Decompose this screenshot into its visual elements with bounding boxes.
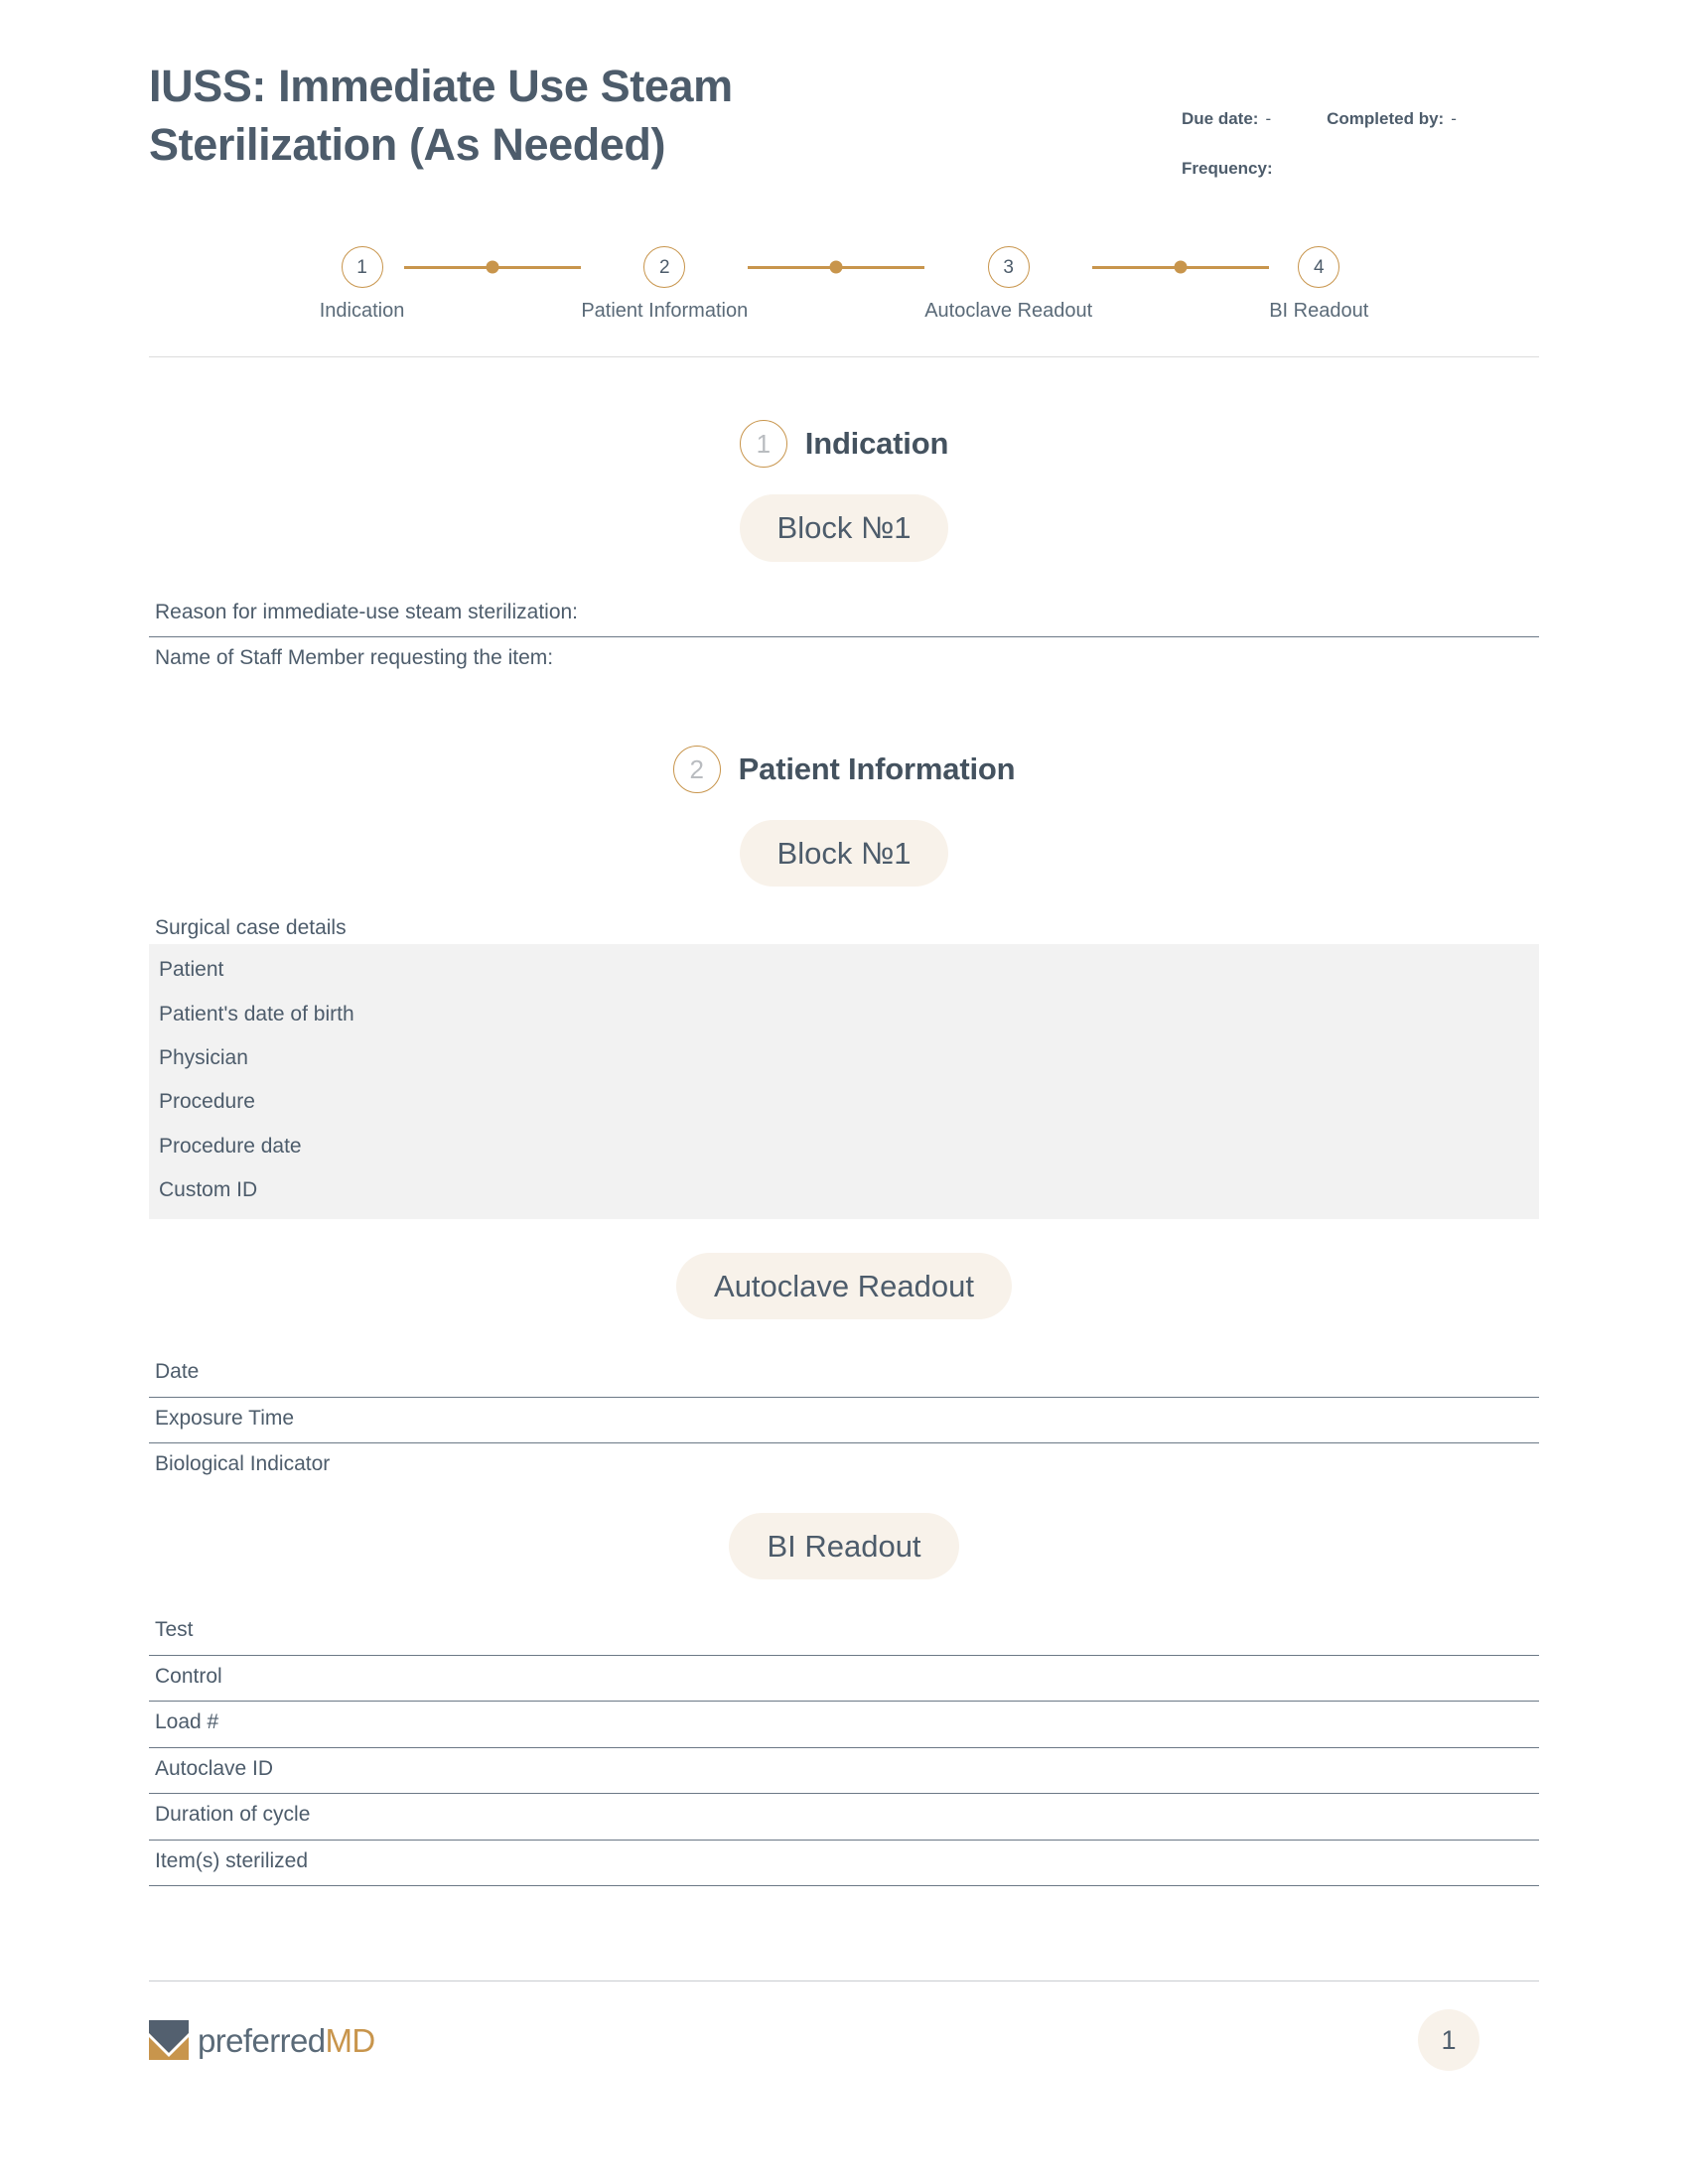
stepper-step-label: BI Readout — [1269, 300, 1369, 322]
stepper-step-indication[interactable] — [320, 246, 405, 323]
autoclave-readout-pill: Autoclave Readout — [676, 1253, 1012, 1320]
header-meta-row-primary — [1182, 109, 1539, 129]
bi-readout-pill: BI Readout — [729, 1513, 958, 1580]
field-row[interactable]: Exposure Time — [149, 1398, 1539, 1443]
connector-dot-icon — [830, 261, 843, 274]
due-date-label: Due date: — [1182, 109, 1259, 128]
table-row[interactable]: Procedure — [159, 1090, 255, 1114]
section-number-badge: 2 — [673, 746, 721, 793]
logo-wordmark — [198, 2021, 375, 2059]
field-row[interactable]: Load # — [149, 1702, 1539, 1747]
field-row[interactable]: Date — [149, 1351, 1539, 1397]
header-divider — [149, 356, 1539, 357]
stepper-step-number: 1 — [342, 246, 383, 288]
preferredmd-logo — [149, 2020, 375, 2060]
connector-dot-icon — [487, 261, 499, 274]
field-row[interactable]: Duration of cycle — [149, 1794, 1539, 1840]
completed-by-label: Completed by: — [1327, 109, 1445, 128]
progress-stepper — [320, 246, 1369, 323]
stepper-step-autoclave-readout[interactable] — [924, 246, 1092, 323]
block-pill: Block №1 — [740, 494, 949, 562]
stepper-step-number: 4 — [1298, 246, 1339, 288]
logo-text-accent: MD — [325, 2021, 375, 2059]
stepper-connector-2 — [748, 246, 924, 288]
section-heading-patient-information — [149, 746, 1539, 793]
header-metadata — [1162, 58, 1539, 208]
field-row[interactable]: Name of Staff Member requesting the item: — [155, 646, 554, 670]
field-row[interactable]: Test — [149, 1609, 1539, 1655]
autoclave-readout-pill-container — [149, 1253, 1539, 1320]
surgical-case-table — [149, 944, 1539, 1219]
table-row[interactable]: Patient — [159, 958, 224, 982]
field-row[interactable]: Autoclave ID — [149, 1748, 1539, 1794]
frequency-group — [1182, 159, 1280, 179]
table-row[interactable]: Patient's date of birth — [159, 1002, 354, 1025]
document-footer — [149, 1980, 1539, 2071]
bi-readout-pill-container — [149, 1513, 1539, 1580]
due-date-value: - — [1265, 109, 1272, 128]
due-date-group — [1182, 109, 1271, 129]
section-title: Patient Information — [738, 751, 1016, 786]
autoclave-readout-fields — [149, 1351, 1539, 1488]
block-pill-container-2 — [149, 820, 1539, 887]
table-caption: Surgical case details — [155, 916, 347, 940]
surgical-case-details — [149, 916, 1539, 1219]
page-title: IUSS: Immediate Use Steam Sterilization (As Needed) — [149, 61, 733, 170]
footer-content — [149, 2009, 1539, 2071]
field-row[interactable]: Biological Indicator — [155, 1452, 331, 1476]
completed-by-value: - — [1451, 109, 1457, 128]
stepper-step-number: 2 — [643, 246, 685, 288]
stepper-step-label: Patient Information — [581, 300, 749, 322]
stepper-connector-3 — [1092, 246, 1269, 288]
stepper-step-label: Indication — [319, 300, 405, 322]
frequency-label: Frequency: — [1182, 159, 1273, 178]
table-row[interactable]: Custom ID — [159, 1178, 258, 1202]
logo-text-primary: preferred — [198, 2021, 326, 2059]
section-number-badge: 1 — [740, 420, 787, 468]
field-row[interactable]: Reason for immediate-use steam sterilization: — [149, 592, 1539, 637]
section-title: Indication — [804, 426, 949, 461]
stepper-step-bi-readout[interactable] — [1269, 246, 1368, 323]
connector-dot-icon — [1175, 261, 1188, 274]
bi-readout-fields — [149, 1609, 1539, 1886]
block-pill: Block №1 — [740, 820, 949, 887]
field-row[interactable]: Item(s) sterilized — [149, 1841, 1539, 1886]
completed-by-group — [1327, 109, 1457, 129]
header-meta-row-frequency — [1182, 159, 1539, 179]
stepper-step-number: 3 — [988, 246, 1030, 288]
content-column — [149, 0, 1539, 1886]
footer-divider — [149, 1980, 1539, 1981]
page-number-badge: 1 — [1418, 2009, 1479, 2071]
stepper-step-patient-information[interactable] — [581, 246, 748, 323]
block-pill-container-1 — [149, 494, 1539, 562]
field-row[interactable]: Control — [149, 1656, 1539, 1702]
table-row[interactable]: Physician — [159, 1046, 248, 1070]
stepper-connector-1 — [404, 246, 581, 288]
document-header — [149, 0, 1539, 208]
stepper-container — [149, 246, 1539, 323]
stepper-step-label: Autoclave Readout — [924, 300, 1093, 322]
indication-fields — [149, 592, 1539, 683]
preferredmd-logo-icon — [149, 2020, 189, 2060]
section-heading-indication — [149, 420, 1539, 468]
table-row[interactable]: Procedure date — [159, 1134, 302, 1158]
